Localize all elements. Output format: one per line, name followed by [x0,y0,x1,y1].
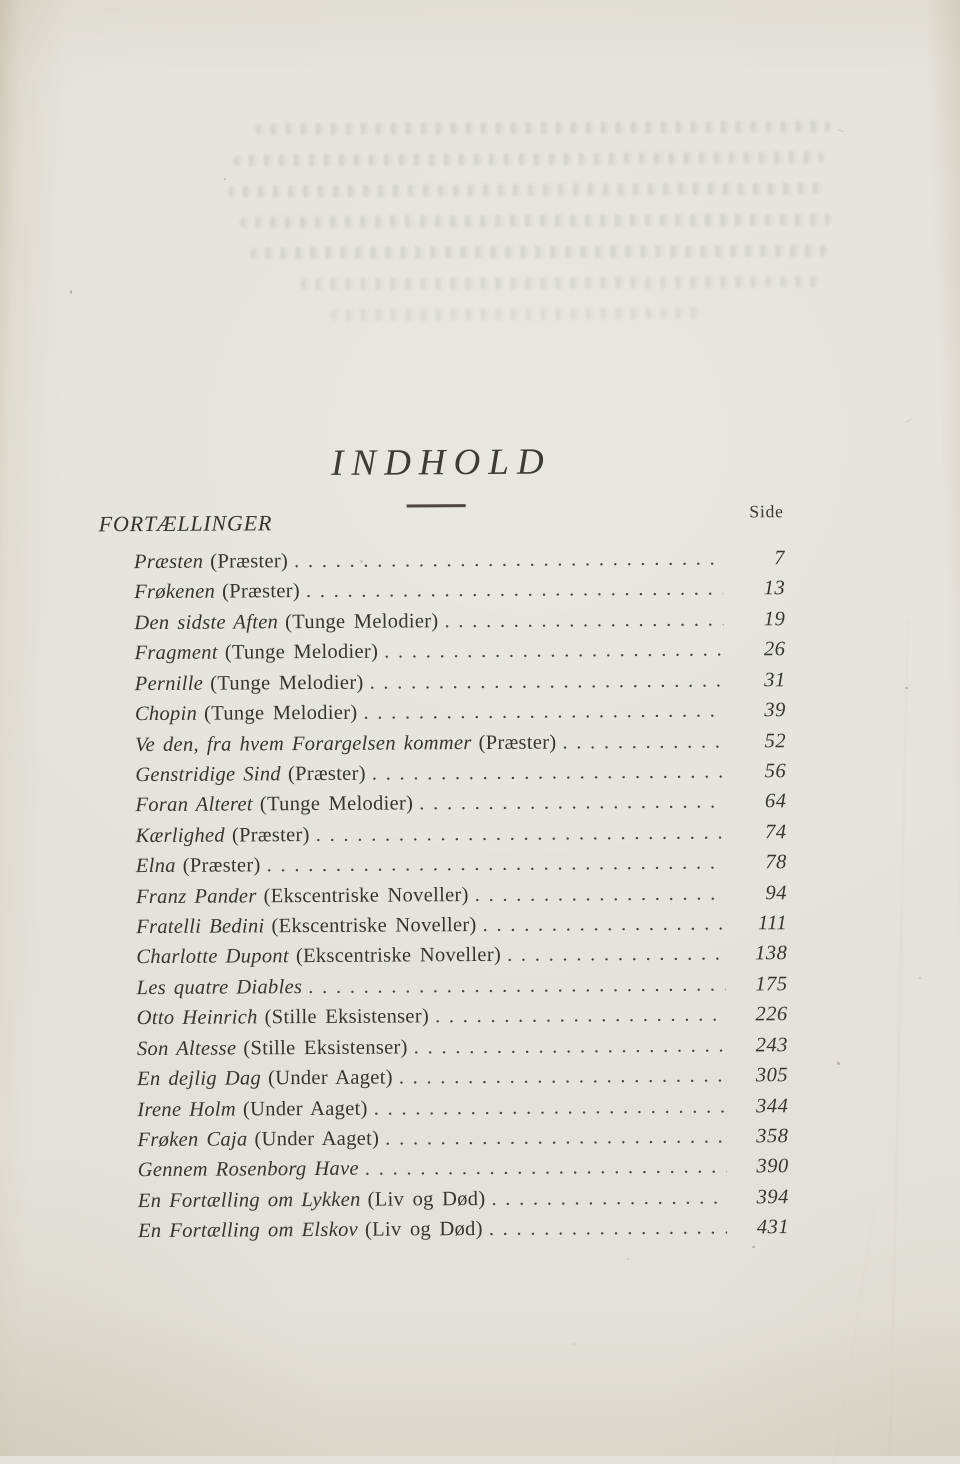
toc-entry-title: Præsten [133,550,204,574]
toc-list [99,543,789,1247]
toc-entry-title: Elna [135,855,176,878]
dot-leader [491,1182,727,1214]
toc-entry-page: 138 [755,942,788,965]
toc-entry-title: Charlotte Dupont [136,945,289,969]
toc-entry-collection: (Tunge Melodier) [285,610,439,634]
toc-entry [102,1121,788,1156]
page-column-label: Side [749,501,784,522]
dot-leader [444,604,723,636]
toc-entry [101,878,787,913]
toc-entry-title: En dejlig Dag [137,1067,262,1091]
dot-leader [414,1030,726,1062]
toc-entry [100,665,786,700]
toc-entry-page: 52 [764,729,787,752]
toc-entry [102,1091,788,1126]
toc-entry-page: 243 [755,1033,789,1057]
toc-entry [101,969,787,1004]
toc-entry [102,1030,788,1065]
toc-entry [99,604,785,639]
toc-entry [103,1152,789,1187]
toc-entry-page: 226 [755,1003,788,1026]
toc-entry-page: 94 [765,881,788,904]
toc-entry [99,543,785,578]
dot-leader [562,726,724,757]
toc-entry-page: 26 [763,638,786,661]
dot-leader [306,574,723,607]
toc-entry-title: Ve den, fra hvem Forargelsen kommer [135,731,472,756]
toc-entry-page: 19 [763,607,786,631]
toc-entry-title: Den sidste Aften [134,611,279,634]
toc-entry [100,726,786,761]
dot-leader [384,635,724,668]
toc-entry [100,756,786,791]
toc-entry [100,787,786,822]
toc-entry-title: Les quatre Diables [136,975,303,1000]
toc-entry-title: Kærlighed [135,824,225,847]
toc-entry-page: 31 [764,668,786,691]
toc-entry [103,1182,789,1217]
dot-leader [316,817,725,850]
toc-entry-page: 7 [774,547,786,570]
toc-entry [101,817,787,852]
toc-entry-page: 64 [764,790,787,813]
dot-leader [372,756,725,789]
toc-entry-title: Frøkenen [134,581,216,604]
toc-entry-page: 56 [764,760,787,783]
toc-entry-title: Genstridige Sind [135,763,282,787]
toc-entry-title: Son Altesse [136,1037,237,1060]
toc-entry [99,574,785,609]
toc-entry-collection: (Præster) [287,762,366,786]
toc-entry [101,847,787,882]
toc-entry-collection: (Under Aaget) [267,1066,393,1090]
toc-entry-collection: (Præster) [231,823,310,847]
toc-entry-collection: (Tunge Melodier) [224,640,379,664]
toc-entry-title: Pernille [134,672,204,695]
toc-entry-collection: (Stille Eksistenser) [243,1036,408,1060]
toc-entry-title: Fratelli Bedini [136,915,265,939]
dot-leader [435,1000,726,1032]
toc-entry-title: Gennem Rosenborg Have [137,1158,359,1182]
toc-entry-collection: (Præster) [478,731,557,754]
toc-entry [103,1212,789,1247]
toc-entry-collection: (Tunge Melodier) [210,671,364,695]
toc-entry-collection: (Præster) [210,550,289,573]
toc-entry [99,634,785,669]
toc-entry-collection: (Ekscentriske Noveller) [295,944,502,968]
dot-leader [385,1122,726,1155]
dot-leader [267,848,725,881]
toc-entry-page: 78 [765,851,787,874]
toc-entry-collection: (Ekscentriske Noveller) [271,914,477,938]
toc-entry-title: Franz Pander [135,885,257,908]
toc-entry-collection: (Under Aaget) [242,1097,368,1121]
toc-entry-collection: (Tunge Melodier) [204,701,358,725]
toc-entry-page: 431 [756,1216,790,1239]
toc-entry-collection: (Ekscentriske Noveller) [263,883,469,907]
toc-entry [102,999,788,1034]
toc-entry-title: En Fortælling om Lykken [137,1188,361,1212]
toc-entry-title: Irene Holm [137,1098,237,1121]
toc-entry-page: 344 [755,1094,789,1117]
dot-leader [419,787,724,819]
toc-entry [102,1060,788,1095]
toc-entry-collection: (Liv og Død) [367,1187,486,1211]
toc-entry-collection: (Liv og Død) [364,1218,483,1241]
toc-entry-title: Fragment [134,641,218,665]
dot-leader [374,1091,727,1124]
dot-leader [363,696,724,729]
toc-entry-collection: (Præster) [182,854,261,878]
toc-entry-page: 13 [763,577,786,600]
toc-entry-title: En Fortælling om Elskov [138,1219,359,1243]
dot-leader [489,1213,727,1245]
dot-leader [483,909,726,941]
dot-leader [369,665,723,698]
toc-entry-collection: (Under Aaget) [254,1127,380,1151]
toc-entry-page: 394 [756,1185,789,1209]
toc-entry-title: Frøken Caja [137,1128,248,1152]
toc-entry-page: 390 [756,1155,789,1178]
toc-entry-page: 358 [756,1125,789,1148]
toc-entry-page: 111 [757,912,788,935]
section-heading: FORTÆLLINGER [98,510,273,537]
dot-leader [308,969,726,1002]
toc-entry-title: Otto Heinrich [136,1006,258,1030]
toc-entry-page: 39 [764,699,786,722]
toc-entry-collection: (Tunge Melodier) [259,792,414,816]
dot-leader [507,939,726,971]
toc-entry-title: Foran Alteret [135,793,253,817]
toc-entry [101,908,787,943]
toc-entry-title: Chopin [134,702,198,726]
toc-entry [101,939,787,974]
toc-entry-page: 74 [765,820,787,844]
toc-entry-collection: (Præster) [222,580,301,603]
toc-entry-collection: (Stille Eksistenser) [264,1005,430,1029]
dot-leader [294,544,723,577]
toc-entry [100,695,786,730]
title-divider-rule [407,504,466,507]
dot-leader [399,1061,727,1093]
page-title: INDHOLD [331,441,552,484]
toc-entry-page: 175 [755,973,788,996]
dot-leader [475,878,725,910]
toc-entry-page: 305 [755,1064,789,1087]
dot-leader [365,1152,727,1185]
